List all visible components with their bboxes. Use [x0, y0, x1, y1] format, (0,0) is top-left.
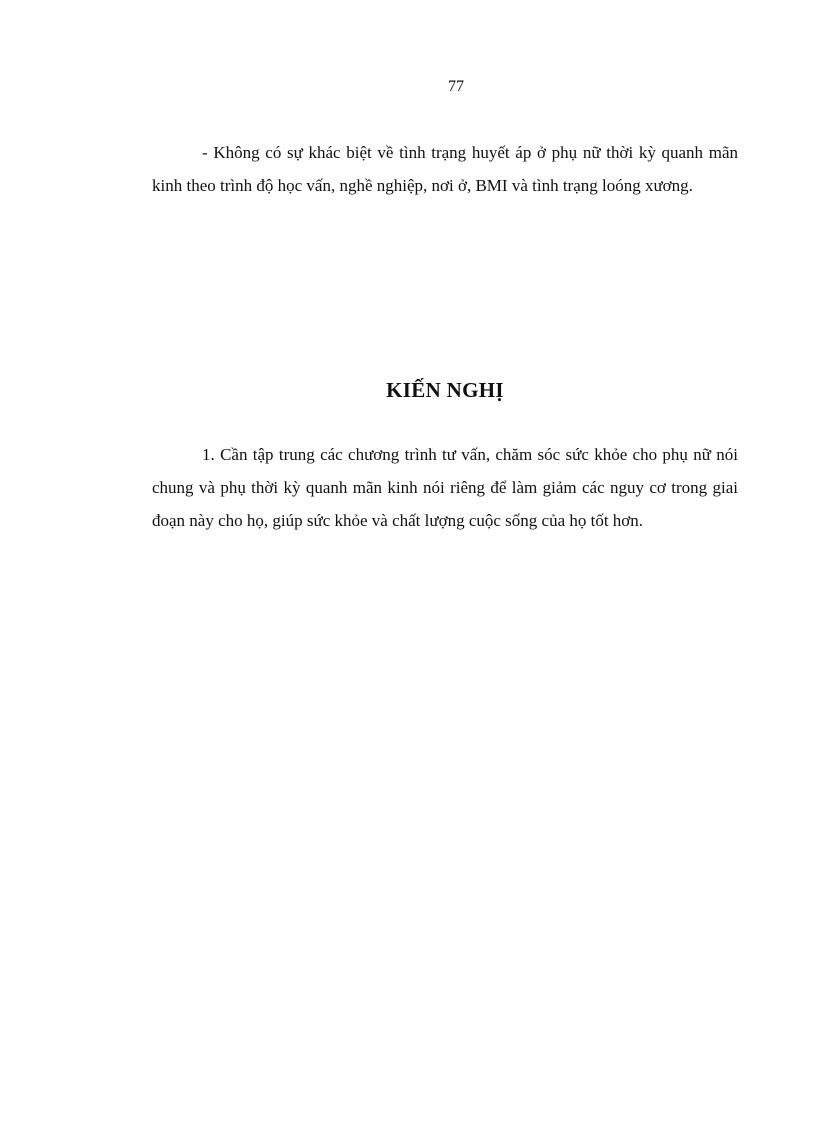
- recommendation-item: 1. Cần tập trung các chương trình tư vấn, chăm sóc sức khỏe cho phụ nữ nói chung và phụ thời kỳ quanh mãn kinh nói riêng để làm giảm các nguy cơ trong giai đoạn này cho họ, giúp sức khỏe và chất lượng cuộc sống của họ tốt hơn.: [152, 445, 738, 530]
- page-number: 77: [448, 78, 464, 95]
- conclusion-paragraph: - Không có sự khác biệt về tình trạng huyết áp ở phụ nữ thời kỳ quanh mãn kinh theo trình độ học vấn, nghề nghiệp, nơi ở, BMI và tình trạng loóng xương.: [152, 143, 738, 195]
- recommendations-heading: KIẾN NGHỊ: [386, 378, 504, 402]
